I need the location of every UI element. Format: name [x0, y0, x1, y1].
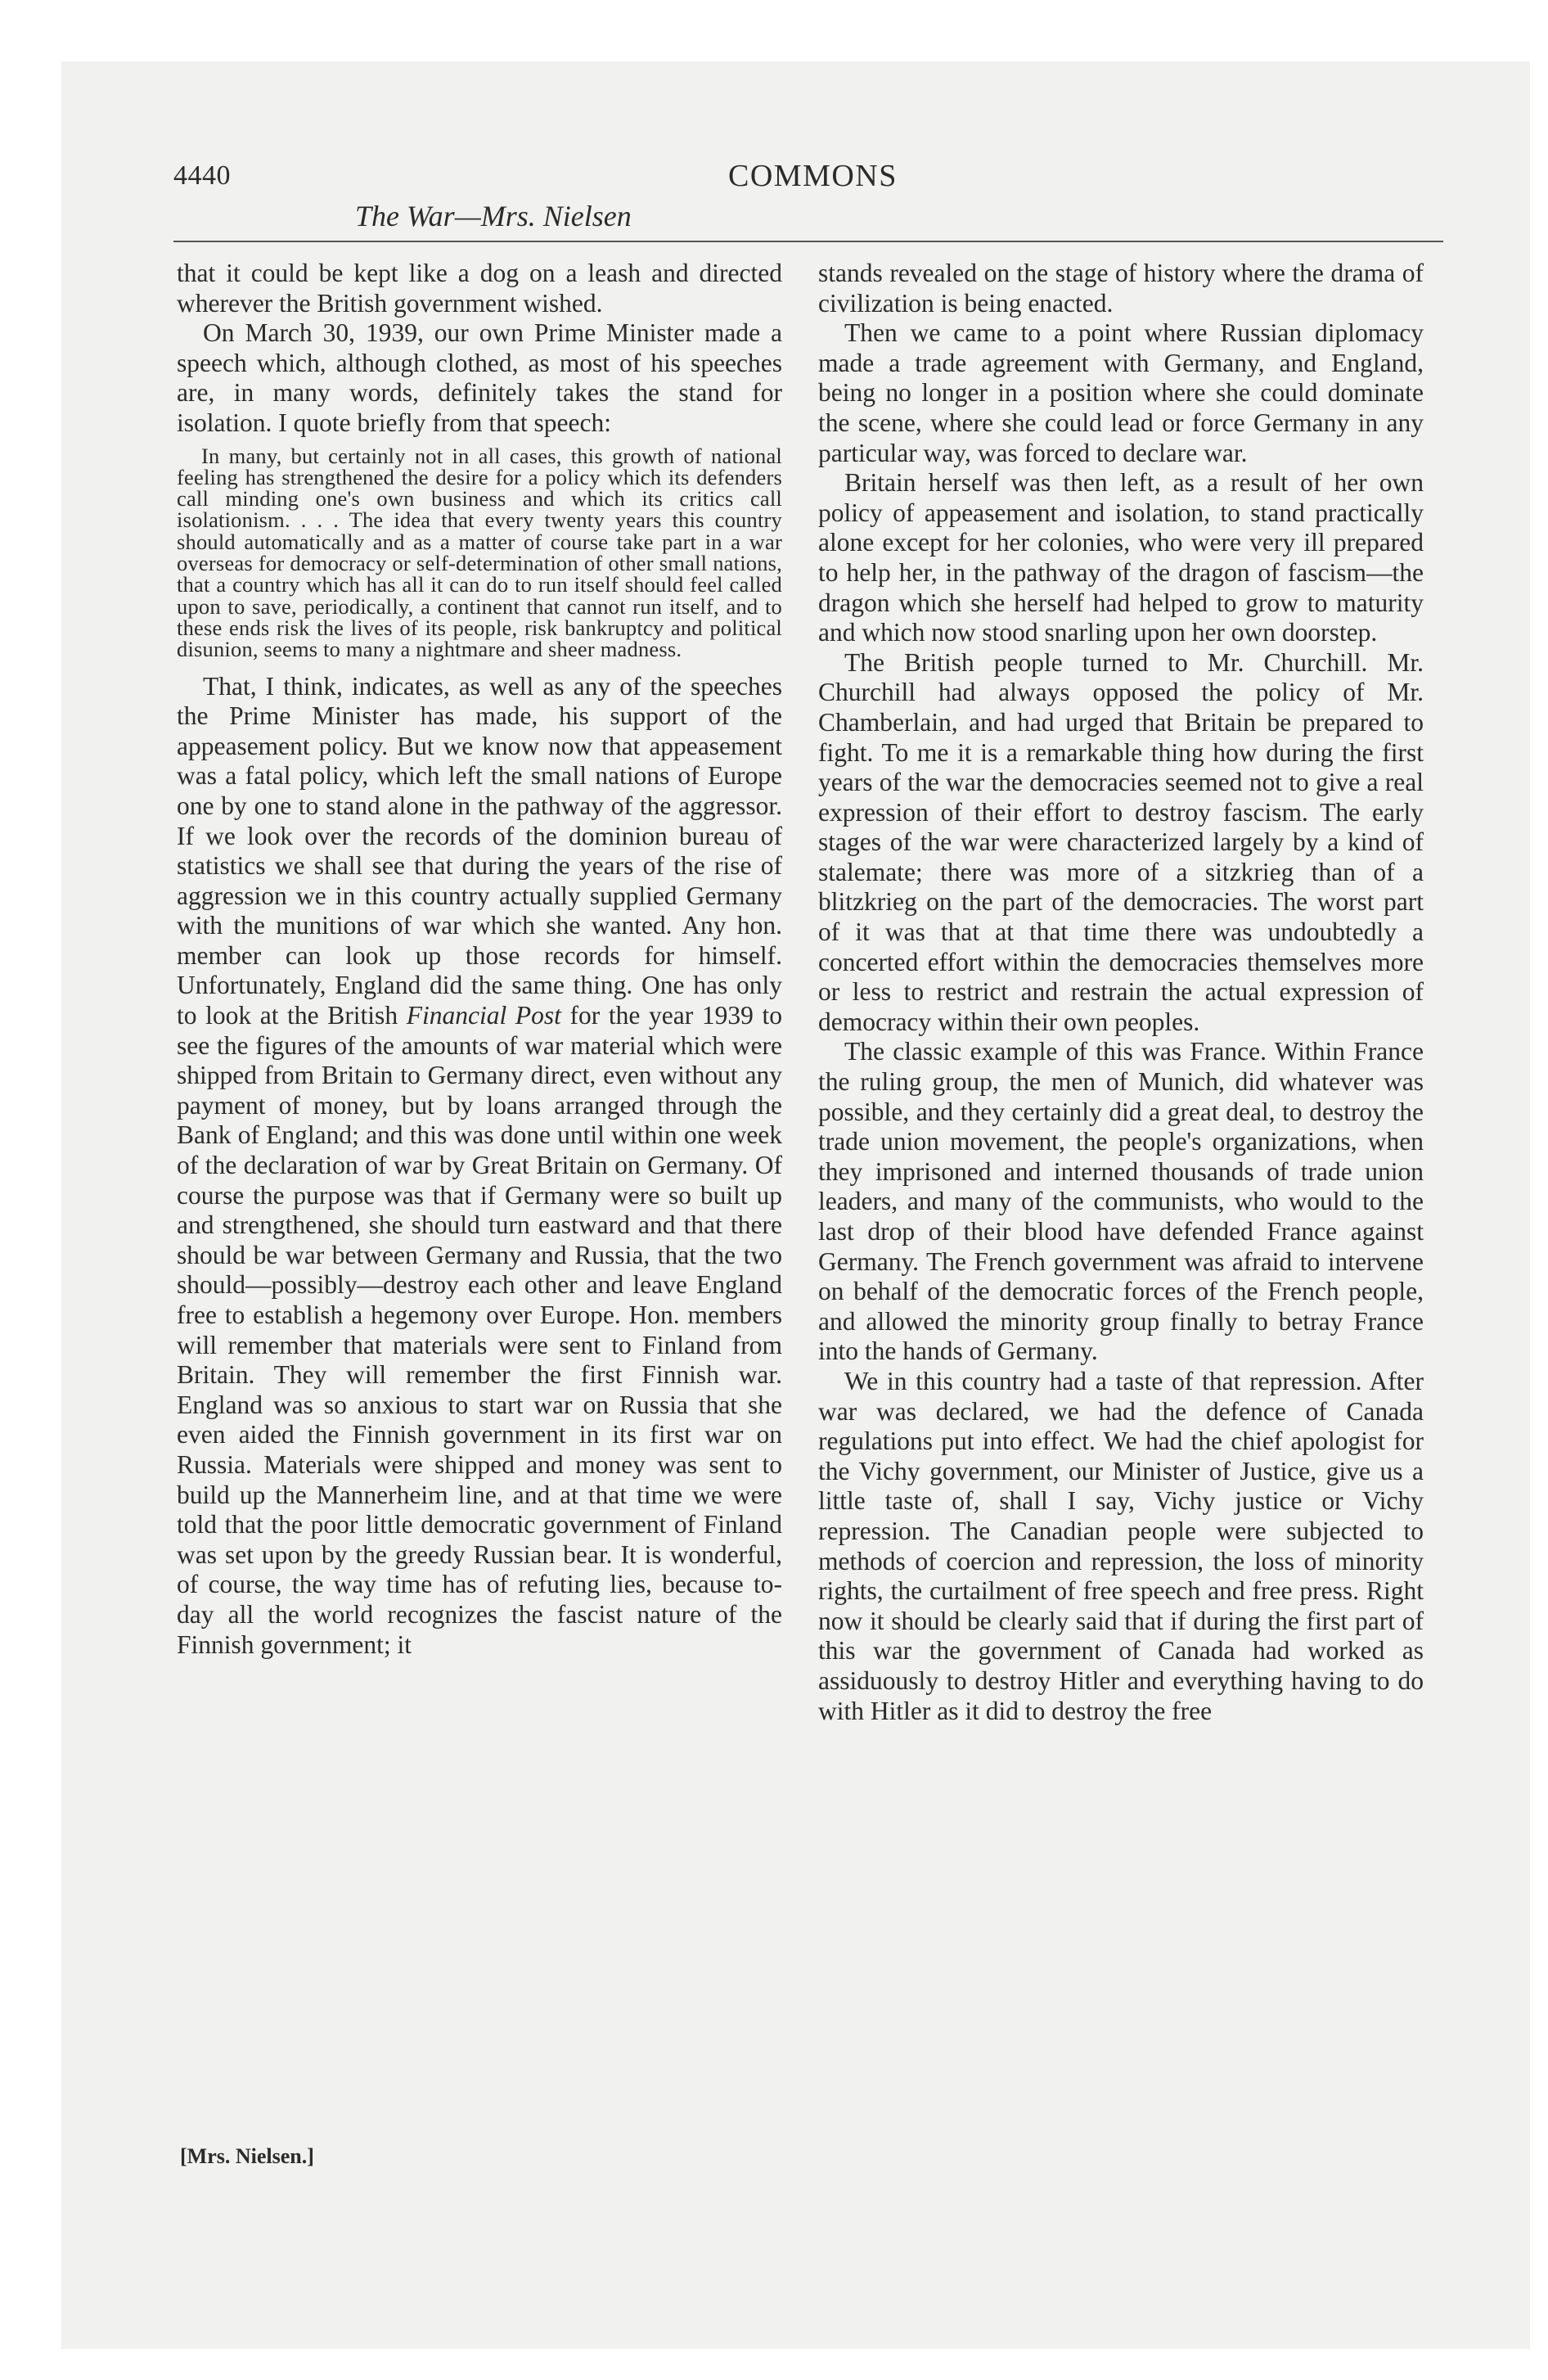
- paragraph-text: for the year 1939 to see the figures of the amounts of war material which were shipped from Britain to Germany direct, even without any payment of money, but by loans arranged through the Bank of England; and this was done until within one week of the declaration of war by Great Britain on Germany. Of course the purpose was that if Germany were so built up and strengthened, she should turn eastward and that there should be war between Germany and Russia, that the two should—possibly—destroy each other and leave England free to establish a hegemony over Europe. Hon. members will remember that materials were sent to Finland from Britain. They will remember the first Finnish war. England was so anxious to start war on Russia that she even aided the Finnish government in its first war on Russia. Materials were shipped and money was sent to build up the Mannerheim line, and at that time we were told that the poor little democratic government of Finland was set upon by the greedy Russian bear. It is wonderful, of course, the way time has of refuting lies, because to-day all the world recognizes the fascist nature of the Finnish government; it: [177, 1001, 783, 1659]
- paragraph: Britain herself was then left, as a result of her own policy of appeasement and isolation, to stand practically alone except for her colonies, who were very ill prepared to help her, in the pathway of the dragon of fascism—the dragon which she herself had helped to grow to maturity and which now stood snarling upon her own doorstep.: [818, 468, 1424, 647]
- block-quote: In many, but certainly not in all cases, this growth of national feeling has strengthened the desire for a policy which its defenders call minding one's own business and which its critics call isolationism. . . . The idea that every twenty years this country should automatically and as a matter of course take part in a war overseas for democracy or self-determination of other small nations, that a country which has all it can do to run itself should feel called upon to save, periodically, a continent that cannot run itself, and to these ends risk the lives of its people, risk bankruptcy and political disunion, seems to many a nightmare and sheer madness.: [177, 443, 782, 662]
- running-head: COMMONS: [728, 159, 898, 193]
- speaker-footer: [Mrs. Nielsen.]: [180, 2144, 314, 2168]
- paragraph: On March 30, 1939, our own Prime Minister made a speech which, although clothed, as most of his speeches are, in many words, definitely takes the stand for isolation. I quote briefly from that speech:: [177, 318, 782, 437]
- paragraph: Then we came to a point where Russian diplomacy made a trade agreement with Germany, and England, being no longer in a position where she could dominate the scene, where she could lead or force Germany in any particular way, was forced to declare war.: [818, 318, 1424, 467]
- header-rule: [173, 241, 1443, 242]
- right-column: [818, 259, 1424, 1726]
- left-column: [177, 259, 782, 1660]
- paragraph: The British people turned to Mr. Churchill. Mr. Churchill had always opposed the policy of Mr. Chamberlain, and had urged that Britain be prepared to fight. To me it is a remarkable thing how during the first years of the war the democracies seemed not to give a real expression of their effort to destroy fascism. The early stages of the war were characterized largely by a kind of stalemate; there was more of a sitzkrieg than of a blitzkrieg on the part of the democracies. The worst part of it was that at that time there was undoubtedly a concerted effort within the democracies themselves more or less to restrict and restrain the actual expression of democracy within their own peoples.: [818, 647, 1424, 1036]
- paragraph: We in this country had a taste of that repression. After war was declared, we had the defence of Canada regulations put into effect. We had the chief apologist for the Vichy government, our Minister of Justice, give us a little taste of, shall I say, Vichy justice or Vichy repression. The Canadian people were subjected to methods of coercion and repression, the loss of minority rights, the curtailment of free speech and free press. Right now it should be clearly said that if during the first part of this war the government of Canada had worked as assiduously to destroy Hitler and everything having to do with Hitler as it did to destroy the free: [818, 1366, 1424, 1725]
- paragraph: [177, 672, 782, 1661]
- paragraph: stands revealed on the stage of history where the drama of civilization is being enacted.: [818, 259, 1424, 318]
- publication-title: Financial Post: [406, 1001, 561, 1030]
- paragraph: The classic example of this was France. Within France the ruling group, the men of Munich, did whatever was possible, and they certainly did a great deal, to destroy the trade union movement, the people's organizations, when they imprisoned and interned thousands of trade union leaders, and many of the communists, who would to the last drop of their blood have defended France against Germany. The French government was afraid to intervene on behalf of the democratic forces of the French people, and allowed the minority group finally to betray France into the hands of Germany.: [818, 1037, 1424, 1366]
- page-number: 4440: [173, 160, 231, 191]
- running-subhead: The War—Mrs. Nielsen: [355, 200, 632, 232]
- paragraph: that it could be kept like a dog on a leash and directed wherever the British government wished.: [177, 259, 782, 318]
- paragraph-text: That, I think, indicates, as well as any of the speeches the Prime Minister has made, his support of the appeasement policy. But we know now that appeasement was a fatal policy, which left the small nations of Europe one by one to stand alone in the pathway of the aggressor. If we look over the records of the dominion bureau of statistics we shall see that during the years of the rise of aggression we in this country actually supplied Germany with the munitions of war which she wanted. Any hon. member can look up those records for himself. Unfortunately, England did the same thing. One has only to look at the British: [177, 671, 782, 1030]
